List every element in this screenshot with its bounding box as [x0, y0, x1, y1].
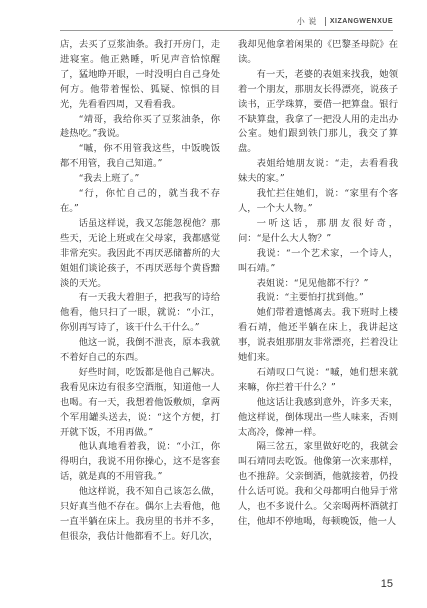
left-text-column [60, 38, 220, 545]
paragraph: “我去上班了。” [78, 173, 140, 185]
magazine-brand: XIZANGWENXUE [329, 17, 393, 25]
paragraph: 表姐给她朋友说：“走，去看看我妹夫的家。” [238, 158, 398, 185]
paragraph: 一听这话，那朋友很好奇，问：“是什么大人物？” [238, 217, 398, 244]
right-text-column [238, 38, 398, 530]
paragraph: 他这一说，我倒不泄丧，原本我就不着好自己的东西。 [60, 337, 220, 364]
header-rule [60, 30, 393, 31]
paragraph: 好些时间，吃饭都是他自己解决。我看见床边有很多空酒瓶，知道他一人也喝。有一天，我想着他饭敷烦，拿两个军用罐头送去，说：“这个方便，打开就下饭，不用再做。” [60, 366, 220, 438]
paragraph: 我说：“一个艺术家，一个诗人，叫石靖。” [238, 247, 398, 274]
paragraph: 隔三岔五，家里做好吃的，我就会叫石靖同去吃饭。他像第一次来那样，也不推辞。父亲倒酒，他就接着，仍投什么话可说。我和父母都明白他异于常人，也不多说什么。父亲喝两杯酒就打住，他却不停地喝，每顿晚饭，他一人 [238, 441, 398, 527]
paragraph: 有一天，老婆的表姐来找我，她领着一个朋友，那朋友长得漂亮，说孩子读书，正学珠算，要借一把算盘。银行不缺算盘，我拿了一把没人用的走出办公室。她们跟到铁门那儿，我交了算盘。 [238, 68, 398, 155]
page-number: 15 [380, 578, 393, 590]
header-divider [325, 17, 326, 26]
paragraph: 话虽这样说，我又怎能忽视他？那些天，无论上班或在父母家，我都感觉非常充实。我因此不再厌恶储蓄所的大姐姐们谈论孩子，不再厌恶每个黄昏黯淡的天光。 [60, 217, 220, 289]
paragraph: 我忙拦住她们，说：“家里有个客人，一个大人物。” [238, 188, 398, 214]
paragraph: 店，去买了豆浆油条。我打开房门，走进寝室。他正熟睡，听见声音恰惊醒了，猛地睁开眼，一时没明白自己身处何方。他带着惺忪、狐疑、惊惧的目光，先看看四周，又看看我。 [60, 39, 220, 110]
paragraph: 他这话让我感到意外，许多天来，他这样说，倒体现出一些人味来，否则太高冷，像神一样。 [238, 396, 398, 438]
paragraph: “嘁，你不用管我这些，中饭晚饭都不用管，我自己知道。” [60, 143, 220, 170]
paragraph: 表姐说：“见见他都不行？” [256, 277, 369, 289]
running-header [297, 14, 393, 28]
paragraph: 他这样说，我不知自己该怎么做，只好真当他不存在。偶尔上去看他，他一直半躺在床上。我房里的书并不多，但很杂，我估计他都看不上。好几次， [60, 486, 220, 542]
paragraph: 我却见他拿着闲果的《巴黎圣母院》在读。 [238, 39, 398, 65]
paragraph: 我说：“主要怕打扰到他。” [256, 292, 364, 304]
section-label: 小 说 [296, 16, 317, 26]
paragraph: 他认真地看着我，说：“小江，你得明白，我说不用你操心，这不是客套话，就是真的不用管我。” [60, 441, 220, 483]
paragraph: 石靖叹口气说：“嘁，她们想来就来嘛，你拦着干什么？” [238, 366, 398, 393]
paragraph: “靖哥，我给你买了豆浆油条，你趁热吃。”我说。 [60, 113, 220, 140]
paragraph: 她们带着遗憾离去。我下班时上楼看石靖，他还半躺在床上，我讲起这事，说表姐那朋友非常漂亮，拦着没让她们来。 [238, 307, 398, 364]
paragraph: “行，你忙自己的，就当我不存在。” [60, 188, 220, 214]
paragraph: 有一天我大着胆子，把我写的诗给他看，他只扫了一眼，就说：“小江，你别再写诗了，该干什么干什么。” [60, 292, 220, 334]
